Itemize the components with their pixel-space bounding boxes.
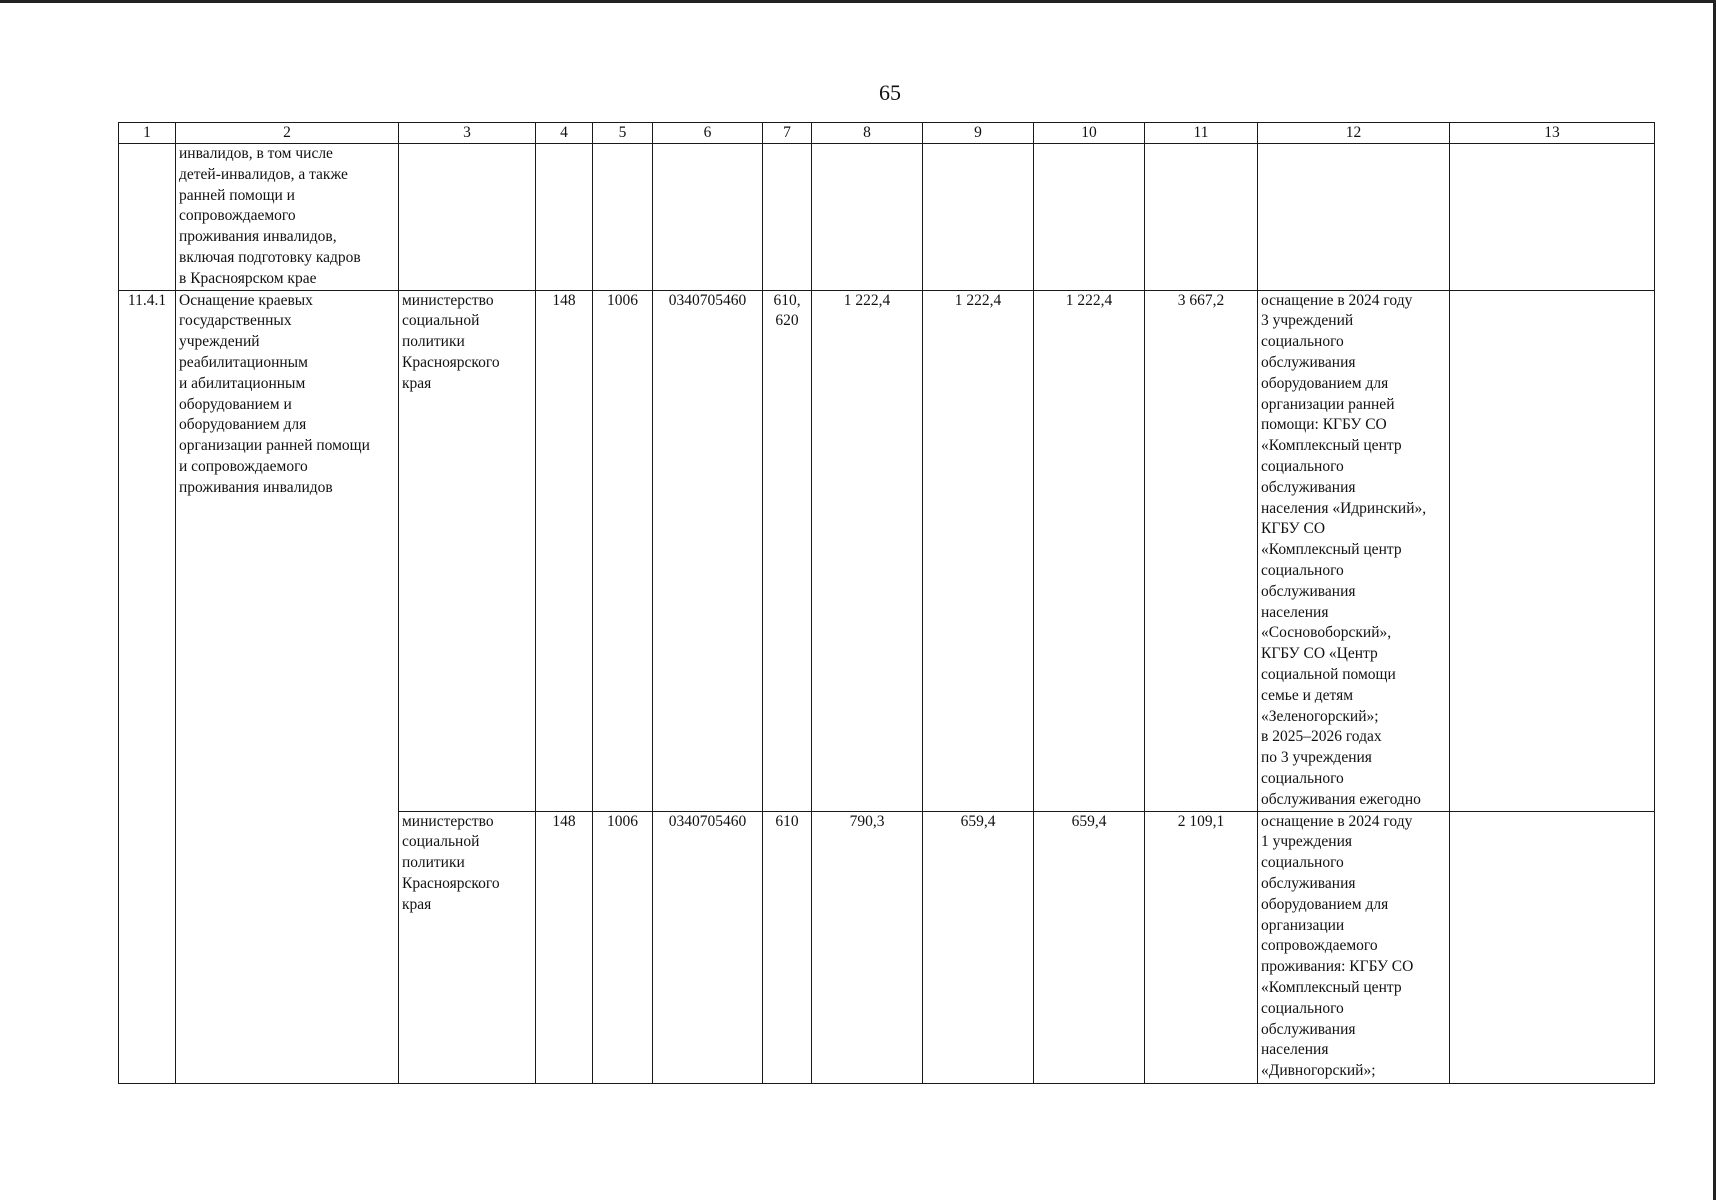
header-col-2: 2	[176, 123, 399, 144]
header-col-9: 9	[923, 123, 1034, 144]
page-number: 65	[879, 80, 901, 105]
cell-item-number: 11.4.1	[119, 290, 176, 1083]
cell-col10: 659,4	[1034, 811, 1145, 1083]
cell-continuation-col4	[536, 144, 593, 291]
cell-continuation-col13	[1450, 144, 1655, 291]
header-col-8: 8	[812, 123, 923, 144]
cell-continuation-col7	[763, 144, 812, 291]
cell-col11: 3 667,2	[1145, 290, 1258, 811]
cell-col11: 2 109,1	[1145, 811, 1258, 1083]
cell-continuation-number	[119, 144, 176, 291]
cell-col13	[1450, 811, 1655, 1083]
cell-col5: 1006	[593, 290, 653, 811]
header-col-3: 3	[399, 123, 536, 144]
cell-col10: 1 222,4	[1034, 290, 1145, 811]
cell-col9: 659,4	[923, 811, 1034, 1083]
budget-table	[118, 122, 1655, 1084]
header-col-7: 7	[763, 123, 812, 144]
cell-continuation-col12	[1258, 144, 1450, 291]
cell-col4: 148	[536, 811, 593, 1083]
header-col-13: 13	[1450, 123, 1655, 144]
cell-continuation-col5	[593, 144, 653, 291]
cell-continuation-col6	[653, 144, 763, 291]
table-body	[119, 144, 1655, 1084]
header-col-5: 5	[593, 123, 653, 144]
cell-executor: министерство социальной политики Красноярского края	[399, 290, 536, 811]
cell-col12-result: оснащение в 2024 году 1 учреждения социального обслуживания оборудованием для организации сопровождаемого проживания: КГБУ СО «Комплексный центр социального обслуживания населения «Дивногорский»;	[1258, 811, 1450, 1083]
table-row-continuation	[119, 144, 1655, 291]
header-row	[119, 123, 1655, 144]
header-col-6: 6	[653, 123, 763, 144]
header-col-12: 12	[1258, 123, 1450, 144]
header-col-10: 10	[1034, 123, 1145, 144]
cell-col7: 610, 620	[763, 290, 812, 811]
table-header	[119, 123, 1655, 144]
cell-continuation-name: инвалидов, в том числе детей-инвалидов, а также ранней помощи и сопровождаемого проживания инвалидов, включая подготовку кадров в Красноярском крае	[176, 144, 399, 291]
cell-col13	[1450, 290, 1655, 811]
table-row-11-4-1-a	[119, 290, 1655, 811]
cell-continuation-col11	[1145, 144, 1258, 291]
cell-continuation-col8	[812, 144, 923, 291]
cell-col6: 0340705460	[653, 811, 763, 1083]
cell-col5: 1006	[593, 811, 653, 1083]
cell-col12-result: оснащение в 2024 году 3 учреждений социального обслуживания оборудованием для организации ранней помощи: КГБУ СО «Комплексный центр социального обслуживания населения «Идринский», КГБУ СО «Комплексный центр социального обслуживания населения «Сосновоборский», КГБУ СО «Центр социальной помощи семье и детям «Зеленогорский»; в 2025–2026 годах по 3 учреждения социального обслуживания ежегодно	[1258, 290, 1450, 811]
header-col-4: 4	[536, 123, 593, 144]
header-col-11: 11	[1145, 123, 1258, 144]
cell-continuation-col9	[923, 144, 1034, 291]
cell-col7: 610	[763, 811, 812, 1083]
cell-col8: 790,3	[812, 811, 923, 1083]
cell-col6: 0340705460	[653, 290, 763, 811]
scan-border-top	[0, 0, 1716, 3]
cell-col8: 1 222,4	[812, 290, 923, 811]
header-col-1: 1	[119, 123, 176, 144]
cell-col9: 1 222,4	[923, 290, 1034, 811]
cell-continuation-executor	[399, 144, 536, 291]
cell-executor: министерство социальной политики Красноярского края	[399, 811, 536, 1083]
cell-col4: 148	[536, 290, 593, 811]
cell-continuation-col10	[1034, 144, 1145, 291]
cell-item-name: Оснащение краевых государственных учреждений реабилитационным и абилитационным оборудованием и оборудованием для организации ранней помощи и сопровождаемого проживания инвалидов	[176, 290, 399, 1083]
